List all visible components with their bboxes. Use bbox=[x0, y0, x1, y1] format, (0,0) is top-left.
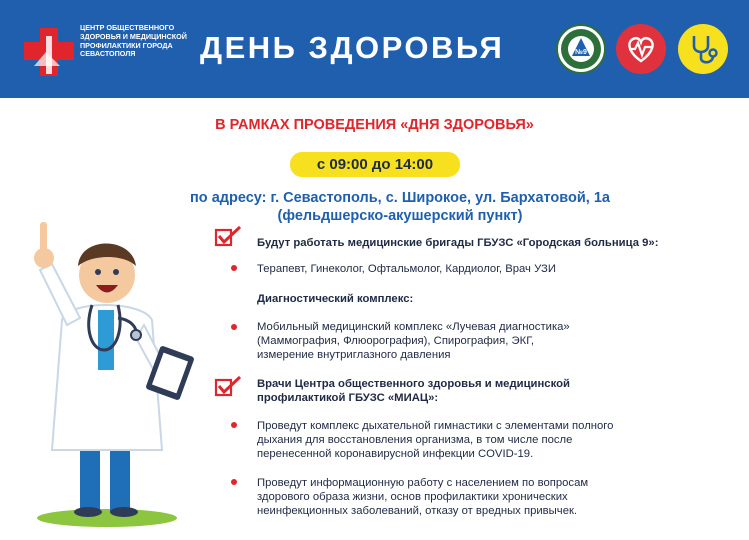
diagnostic-line-1: Мобильный медицинский комплекс «Лучевая диагностика» bbox=[257, 321, 570, 333]
checkbox-checked-icon bbox=[214, 225, 242, 247]
bullet-icon bbox=[231, 422, 237, 428]
bullet-icon bbox=[231, 265, 237, 271]
diagnostic-line-2: (Маммография, Флюорография), Спирография, ЭКГ, bbox=[257, 335, 535, 347]
cross-logo-icon bbox=[20, 26, 80, 78]
brigades-heading: Будут работать медицинские бригады ГБУЗС «Городская больница 9»: bbox=[257, 237, 659, 249]
gymnastics-description bbox=[257, 419, 727, 461]
gymnastics-line-2: дыхания для восстановления организма, в том числе после bbox=[257, 434, 573, 446]
address-place: (фельдшерско-акушерский пункт) bbox=[277, 208, 523, 224]
emblem-icon bbox=[556, 24, 606, 74]
page-title: ДЕНЬ ЗДОРОВЬЯ bbox=[200, 30, 505, 65]
center-heading-line-2: профилактикой ГБУЗС «МИАЦ»: bbox=[257, 392, 439, 404]
diagnostic-heading: Диагностический комплекс: bbox=[257, 293, 414, 305]
center-heading bbox=[257, 377, 727, 405]
event-subtitle: В РАМКАХ ПРОВЕДЕНИЯ «ДНЯ ЗДОРОВЬЯ» bbox=[215, 117, 534, 133]
specialists-list: Терапевт, Гинеколог, Офтальмолог, Кардиолог, Врач УЗИ bbox=[257, 263, 556, 275]
info-line-2: здорового образа жизни, основ профилактики хронических bbox=[257, 491, 568, 503]
info-line-3: неинфекционных заболеваний, отказу от вредных привычек. bbox=[257, 505, 578, 517]
event-address bbox=[150, 189, 650, 225]
organization-name: ЦЕНТР ОБЩЕСТВЕННОГО ЗДОРОВЬЯ И МЕДИЦИНСКОЙ ПРОФИЛАКТИКИ ГОРОДА СЕВАСТОПОЛЯ bbox=[80, 23, 187, 59]
center-heading-line-1: Врачи Центра общественного здоровья и медицинской bbox=[257, 378, 570, 390]
emblem-badge-text: №9 bbox=[575, 49, 587, 56]
gymnastics-line-1: Проведут комплекс дыхательной гимнастики с элементами полного bbox=[257, 420, 614, 432]
doctor-illustration bbox=[12, 200, 212, 530]
diagnostic-description bbox=[257, 320, 727, 362]
checkbox-checked-icon bbox=[214, 375, 242, 397]
bullet-icon bbox=[231, 479, 237, 485]
info-work-description bbox=[257, 476, 727, 518]
event-time-badge: с 09:00 до 14:00 bbox=[290, 152, 460, 177]
stethoscope-icon bbox=[678, 24, 728, 74]
address-line: по адресу: г. Севастополь, с. Широкое, ул. Бархатовой, 1а bbox=[190, 190, 610, 206]
bullet-icon bbox=[231, 324, 237, 330]
heart-pulse-icon bbox=[616, 24, 666, 74]
header-banner bbox=[0, 0, 749, 98]
info-line-1: Проведут информационную работу с населением по вопросам bbox=[257, 477, 589, 489]
diagnostic-line-3: измерение внутриглазного давления bbox=[257, 349, 451, 361]
gymnastics-line-3: перенесенной коронавирусной инфекции COVID-19. bbox=[257, 448, 534, 460]
